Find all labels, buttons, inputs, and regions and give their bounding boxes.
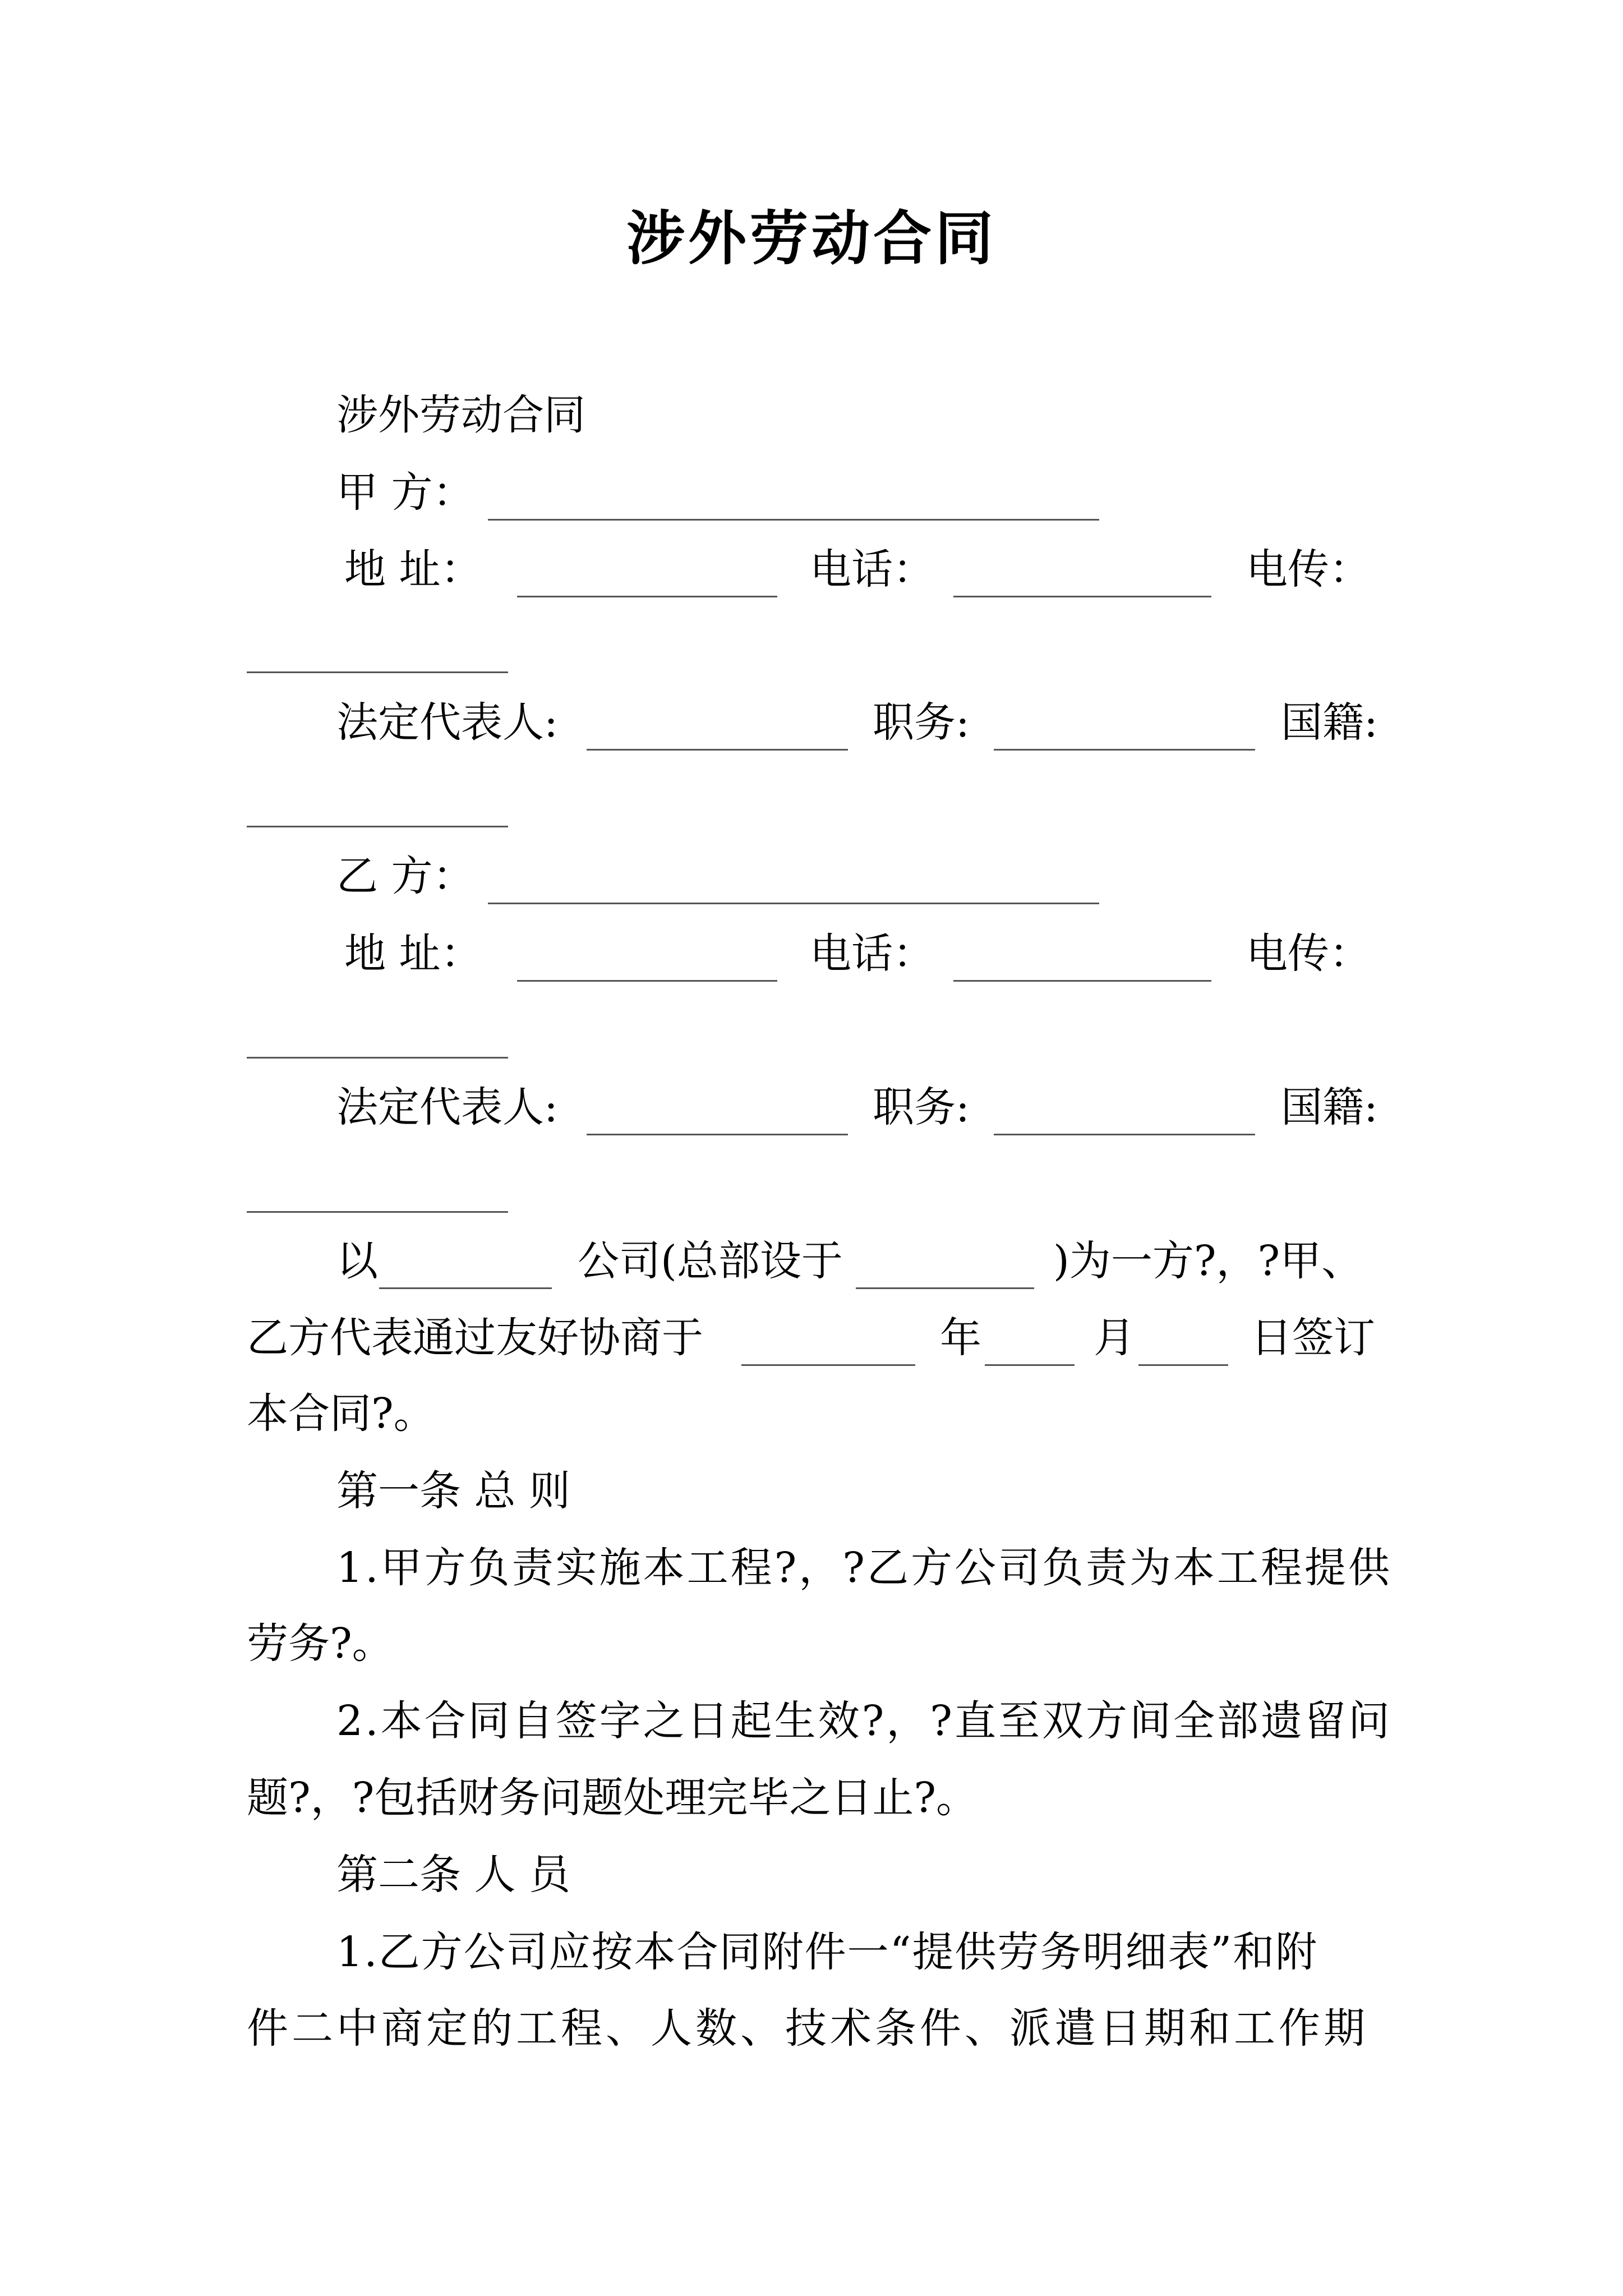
article-1-item-2-line-1 <box>336 1693 1392 1749</box>
article-1-item-2-text-1: 2.本合同自签字之日起生效?，?直至双方间全部遗留问 <box>336 1697 1392 1745</box>
party-a-name-blank[interactable] <box>488 464 1099 521</box>
party-a-nationality-blank-line <box>0 771 1623 827</box>
sign-day-blank[interactable] <box>1138 1310 1228 1366</box>
preamble-line-3 <box>0 1386 1623 1442</box>
party-b-rep-blank[interactable] <box>587 1079 848 1135</box>
party-b-line <box>0 848 1623 904</box>
party-b-address-blank[interactable] <box>517 926 777 982</box>
party-a-address-line <box>0 541 1623 597</box>
headquarters-blank[interactable] <box>856 1233 1034 1289</box>
preamble-year-label: 年 <box>940 1314 981 1362</box>
article-2-heading: 第二条 人 员 <box>336 1851 571 1899</box>
party-b-nationality-label: 国籍: <box>1281 1083 1378 1131</box>
party-a-fax-blank[interactable] <box>247 617 508 673</box>
preamble-text-2a: 乙方代表通过友好协商于 <box>247 1314 703 1362</box>
document-title: 涉外劳动合同 <box>626 204 997 273</box>
article-1-item-2-text-2: 题?，?包括财务问题处理完毕之日止?。 <box>247 1774 978 1822</box>
party-b-position-label: 职务: <box>873 1083 970 1131</box>
party-a-rep-line <box>0 694 1623 751</box>
article-2-item-1-line-2 <box>0 2000 1623 2056</box>
sign-month-blank[interactable] <box>985 1310 1075 1366</box>
article-1-item-1-text-2: 劳务?。 <box>247 1619 394 1668</box>
party-b-nationality-blank[interactable] <box>247 1157 508 1213</box>
party-a-position-label: 职务: <box>873 698 970 747</box>
party-a-line <box>0 464 1623 521</box>
party-b-fax-blank-line <box>0 1002 1623 1059</box>
preamble-month-label: 月 <box>1094 1314 1135 1362</box>
party-a-label: 甲 方： <box>336 468 474 517</box>
party-b-fax-blank[interactable] <box>247 1002 508 1059</box>
party-b-phone-blank[interactable] <box>953 926 1211 982</box>
party-b-rep-line <box>0 1079 1623 1135</box>
sign-year-blank[interactable] <box>741 1310 915 1366</box>
party-a-rep-blank[interactable] <box>587 694 848 751</box>
preamble-text-1b: 公司(总部设于 <box>578 1237 843 1285</box>
preamble-text-3: 本合同?。 <box>247 1389 435 1438</box>
party-b-address-label: 地 址： <box>344 930 482 978</box>
party-b-name-blank[interactable] <box>488 848 1099 904</box>
article-2-heading-line <box>0 1847 1623 1903</box>
preamble-text-1a: 以 <box>336 1237 378 1285</box>
company-name-blank[interactable] <box>379 1233 552 1289</box>
party-a-fax-label: 电传： <box>1246 545 1371 593</box>
party-b-nationality-blank-line <box>0 1157 1623 1213</box>
party-b-position-blank[interactable] <box>994 1079 1255 1135</box>
party-b-rep-label: 法定代表人: <box>336 1083 558 1131</box>
party-a-position-blank[interactable] <box>994 694 1255 751</box>
party-b-phone-label: 电话： <box>810 930 934 978</box>
party-a-nationality-label: 国籍: <box>1281 698 1378 747</box>
party-a-nationality-blank[interactable] <box>247 771 508 827</box>
party-a-phone-label: 电话： <box>810 545 934 593</box>
party-b-label: 乙 方： <box>336 852 474 900</box>
party-a-rep-label: 法定代表人: <box>336 698 558 747</box>
article-1-item-1-text-1: 1.甲方负责实施本工程?，?乙方公司负责为本工程提供 <box>336 1544 1392 1592</box>
party-b-address-line <box>0 926 1623 982</box>
subtitle-line <box>0 387 1623 443</box>
article-1-item-1-line-2 <box>0 1616 1623 1672</box>
article-1-heading-line <box>0 1463 1623 1519</box>
preamble-text-1c: )为一方?，?甲、 <box>1053 1237 1363 1285</box>
article-2-item-1-text-1: 1.乙方公司应按本合同附件一“提供劳务明细表”和附 <box>336 1928 1318 1976</box>
party-a-fax-blank-line <box>0 617 1623 673</box>
preamble-line-1 <box>0 1233 1623 1289</box>
article-2-item-1-line-1 <box>336 1924 1380 1980</box>
party-a-address-blank[interactable] <box>517 541 777 597</box>
subtitle: 涉外劳动合同 <box>336 391 585 439</box>
article-1-item-2-line-2 <box>0 1770 1623 1826</box>
article-2-item-1-text-2: 件二中商定的工程、人数、技术条件、派遣日期和工作期 <box>247 2004 1368 2053</box>
preamble-day-label: 日签订 <box>1251 1314 1375 1362</box>
article-1-heading: 第一条 总 则 <box>336 1467 571 1515</box>
preamble-line-2 <box>0 1310 1623 1366</box>
article-1-item-1-line-1 <box>336 1540 1392 1596</box>
party-a-address-label: 地 址： <box>344 545 482 593</box>
party-b-fax-label: 电传： <box>1246 930 1371 978</box>
party-a-phone-blank[interactable] <box>953 541 1211 597</box>
